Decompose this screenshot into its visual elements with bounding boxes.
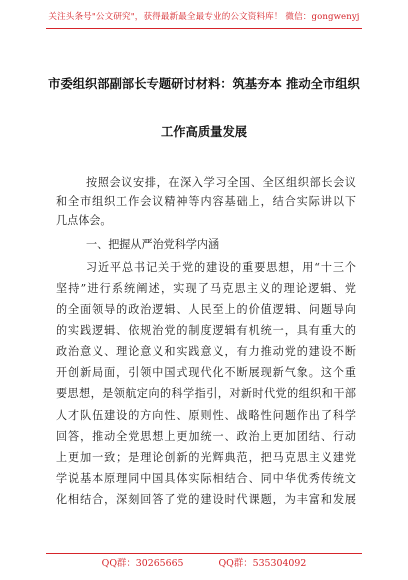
body-line: 的实践逻辑、依规治党的制度逻辑有机统一，具有重大的	[56, 324, 356, 337]
body-line: 人才队伍建设的方向性、原则性、战略性问题作出了科学	[56, 409, 356, 422]
body-line: 政治意义、理论意义和实践意义，有力推动党的建设不断	[56, 345, 356, 358]
header-divider	[46, 28, 362, 29]
body-line: 开创新局面，引领中国式现代化不断展现新气象。这个重	[56, 366, 356, 379]
body-line: 的全面领导的政治逻辑、人民至上的价值逻辑、问题导向	[56, 303, 356, 316]
footer-qq-group-2: QQ群：535304092	[218, 558, 307, 569]
body-line: 和全市组织工作会议精神等内容基础上，结合实际讲以下	[56, 195, 356, 208]
document-title-line-1: 市委组织部副部长专题研讨材料：筑基夯本 推动全市组织	[48, 76, 360, 91]
body-line: 化相结合，深刻回答了党的建设时代课题，为丰富和发展	[56, 493, 356, 506]
body-line: 几点体会。	[56, 214, 112, 227]
header-notice: 关注头条号"公文研究"，获得最新最全最专业的公文资料库！ 微信：gongwenyj	[48, 12, 360, 22]
footer-divider	[46, 553, 362, 554]
body-line: 回答，推动全党思想上更加统一、政治上更加团结、行动	[56, 430, 356, 443]
body-line: 要思想，是领航定向的科学指引，对新时代党的组织和干部	[56, 387, 356, 400]
footer	[0, 555, 408, 569]
body-line: 习近平总书记关于党的建设的重要思想，用“十三个	[86, 261, 356, 274]
body-line: 按照会议安排，在深入学习全国、全区组织部长会议	[86, 176, 356, 189]
section-heading: 一、把握从严治党科学内涵	[86, 238, 220, 251]
body-line: 学说基本原理同中国具体实际相结合、同中华优秀传统文	[56, 472, 356, 485]
body-line: 坚持”进行系统阐述，实现了马克思主义的理论逻辑、党	[56, 282, 356, 295]
body-line: 上更加一致；是理论创新的光辉典范，把马克思主义建党	[56, 451, 356, 464]
document-title-line-2: 工作高质量发展	[160, 124, 248, 139]
footer-qq-group-1: QQ群：30265665	[101, 558, 184, 569]
